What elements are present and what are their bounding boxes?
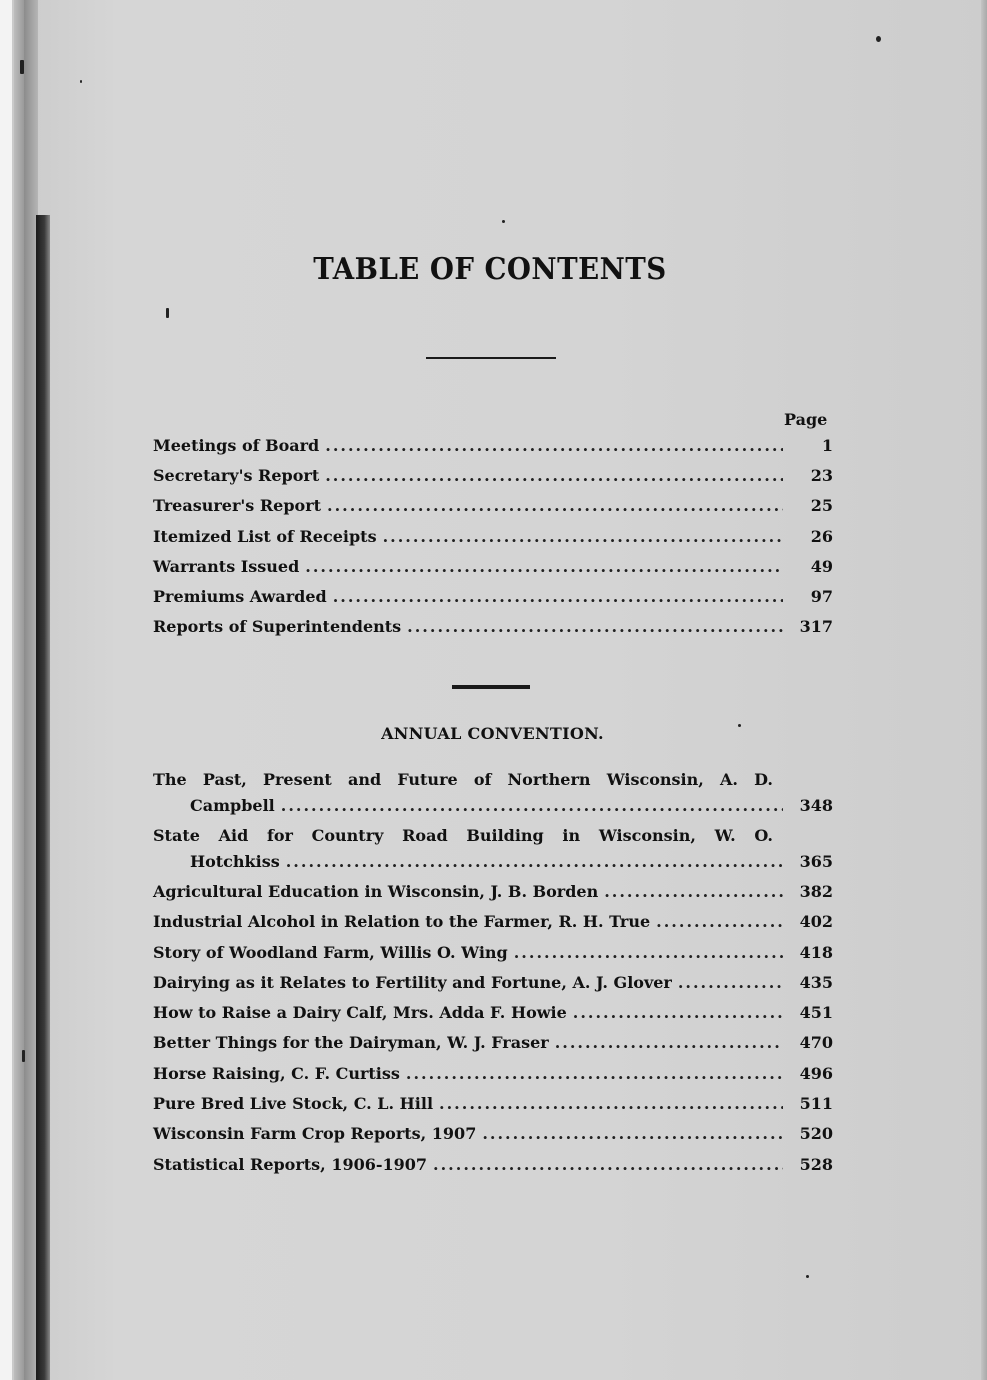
toc-entry[interactable] [153,882,833,912]
page-right-edge [981,0,987,1380]
toc-entry[interactable] [153,557,833,587]
toc-entry-page: 23 [810,466,833,486]
toc-entry-title: Dairying as it Relates to Fertility and Fortune, A. J. Glover [153,972,672,992]
dot-leader [514,943,783,963]
title-word: Past, [202,770,247,789]
dot-leader [305,557,783,577]
toc-entry-title: Campbell [190,796,275,815]
title-word: for [266,826,293,845]
page-title: TABLE OF CONTENTS [313,252,667,287]
board-contents-list [153,436,833,647]
toc-entry-title-line1 [153,770,773,790]
toc-entry-page: 382 [799,882,833,901]
toc-entry-page: 365 [799,852,833,871]
convention-contents-list [153,770,833,1185]
dot-leader [327,496,783,516]
title-word: in [562,826,581,845]
toc-entry-title: Hotchkiss [190,852,280,871]
title-word: Country [311,826,384,845]
scan-speck [806,1275,809,1278]
title-word: The [153,770,187,789]
toc-entry-page: 496 [799,1063,833,1083]
toc-entry[interactable] [153,1003,833,1033]
dot-leader [383,527,783,547]
toc-entry[interactable] [153,1094,833,1124]
toc-entry[interactable] [153,466,833,496]
title-word: Building [466,826,544,845]
title-word: D. [754,770,773,789]
toc-entry[interactable] [153,496,833,526]
toc-entry-page: 26 [810,526,833,546]
toc-entry-page: 528 [799,1154,833,1174]
toc-entry-title-line2 [153,852,833,882]
toc-entry-title: Agricultural Education in Wisconsin, J. B. Borden [153,882,599,901]
scan-speck [80,80,82,83]
dot-leader [433,1155,783,1175]
title-word: State [153,826,200,845]
toc-entry[interactable] [153,770,833,826]
toc-entry[interactable] [153,1124,833,1154]
toc-entry-title: Story of Woodland Farm, Willis O. Wing [153,942,508,962]
toc-entry-page: 418 [799,942,833,962]
book-binding-shadow [36,215,50,1380]
toc-entry-title: Treasurer's Report [153,496,322,516]
toc-entry[interactable] [153,1064,833,1094]
toc-entry-title: Pure Bred Live Stock, C. L. Hill [153,1094,434,1114]
scan-speck [502,220,505,223]
title-word: O. [754,826,773,845]
toc-entry[interactable] [153,436,833,466]
toc-entry-page: 435 [799,972,833,992]
dot-leader [678,973,783,993]
toc-entry-title: Warrants Issued [153,556,300,576]
toc-entry-page: 49 [810,556,833,576]
toc-entry-title: Secretary's Report [153,466,320,486]
toc-entry-title: Premiums Awarded [153,586,327,606]
toc-entry-title-line2 [153,796,833,826]
title-word: and [347,770,382,789]
dot-leader [573,1003,783,1023]
toc-entry-page: 97 [810,586,833,606]
title-divider [426,357,556,359]
toc-entry[interactable] [153,912,833,942]
toc-entry-page: 402 [799,912,833,932]
dot-leader [604,882,783,902]
toc-entry-page: 511 [799,1094,833,1114]
title-word: Northern [507,770,591,789]
toc-entry[interactable] [153,973,833,1003]
toc-entry-page: 348 [799,796,833,815]
toc-entry-title: Better Things for the Dairyman, W. J. Fraser [153,1033,549,1053]
toc-entry-title-line1 [153,826,773,846]
title-word: of [473,770,492,789]
scan-speck [166,308,169,318]
toc-entry[interactable] [153,826,833,882]
dot-leader [555,1033,783,1053]
dot-leader [325,466,783,486]
toc-entry-title: Reports of Superintendents [153,617,402,637]
title-word: Aid [218,826,249,845]
toc-entry-page: 1 [821,436,833,455]
toc-entry-title: How to Raise a Dairy Calf, Mrs. Adda F. Howie [153,1003,567,1023]
title-word: Road [402,826,448,845]
page-column-header: Page [784,410,828,429]
scan-speck [22,1050,25,1062]
toc-entry[interactable] [153,587,833,617]
toc-entry[interactable] [153,617,833,647]
toc-entry-title: Meetings of Board [153,436,320,455]
scan-speck [20,60,24,74]
dot-leader [406,1064,783,1084]
title-word: A. [719,770,738,789]
title-word: Future [397,770,458,789]
section-divider [452,685,530,689]
scan-speck [876,36,881,42]
convention-heading: ANNUAL CONVENTION. [381,724,604,743]
dot-leader [407,617,783,637]
toc-entry-title: Horse Raising, C. F. Curtiss [153,1063,400,1083]
page-left-edge [0,0,12,1380]
toc-entry[interactable] [153,527,833,557]
title-word: Wisconsin, [598,826,696,845]
toc-entry-page: 451 [799,1003,833,1023]
toc-entry-page: 317 [799,617,833,637]
title-word: Wisconsin, [606,770,704,789]
toc-entry-page: 520 [799,1124,833,1144]
dot-leader [656,912,783,932]
toc-entry-title: Statistical Reports, 1906-1907 [153,1154,428,1174]
title-word: Present [262,770,332,789]
dot-leader [439,1094,783,1114]
toc-entry-page: 470 [799,1033,833,1053]
dot-leader [333,587,783,607]
dot-leader [286,852,783,872]
dot-leader [325,436,783,456]
toc-entry-title: Industrial Alcohol in Relation to the Farmer, R. H. True [153,912,651,932]
toc-entry-title: Itemized List of Receipts [153,526,377,546]
toc-entry-title: Wisconsin Farm Crop Reports, 1907 [153,1124,477,1144]
toc-entry-page: 25 [810,496,833,516]
title-word: W. [714,826,736,845]
toc-entry[interactable] [153,1033,833,1063]
toc-entry[interactable] [153,1155,833,1185]
scan-shadow-strip [14,0,24,1380]
dot-leader [281,796,783,816]
dot-leader [482,1124,783,1144]
toc-entry[interactable] [153,943,833,973]
